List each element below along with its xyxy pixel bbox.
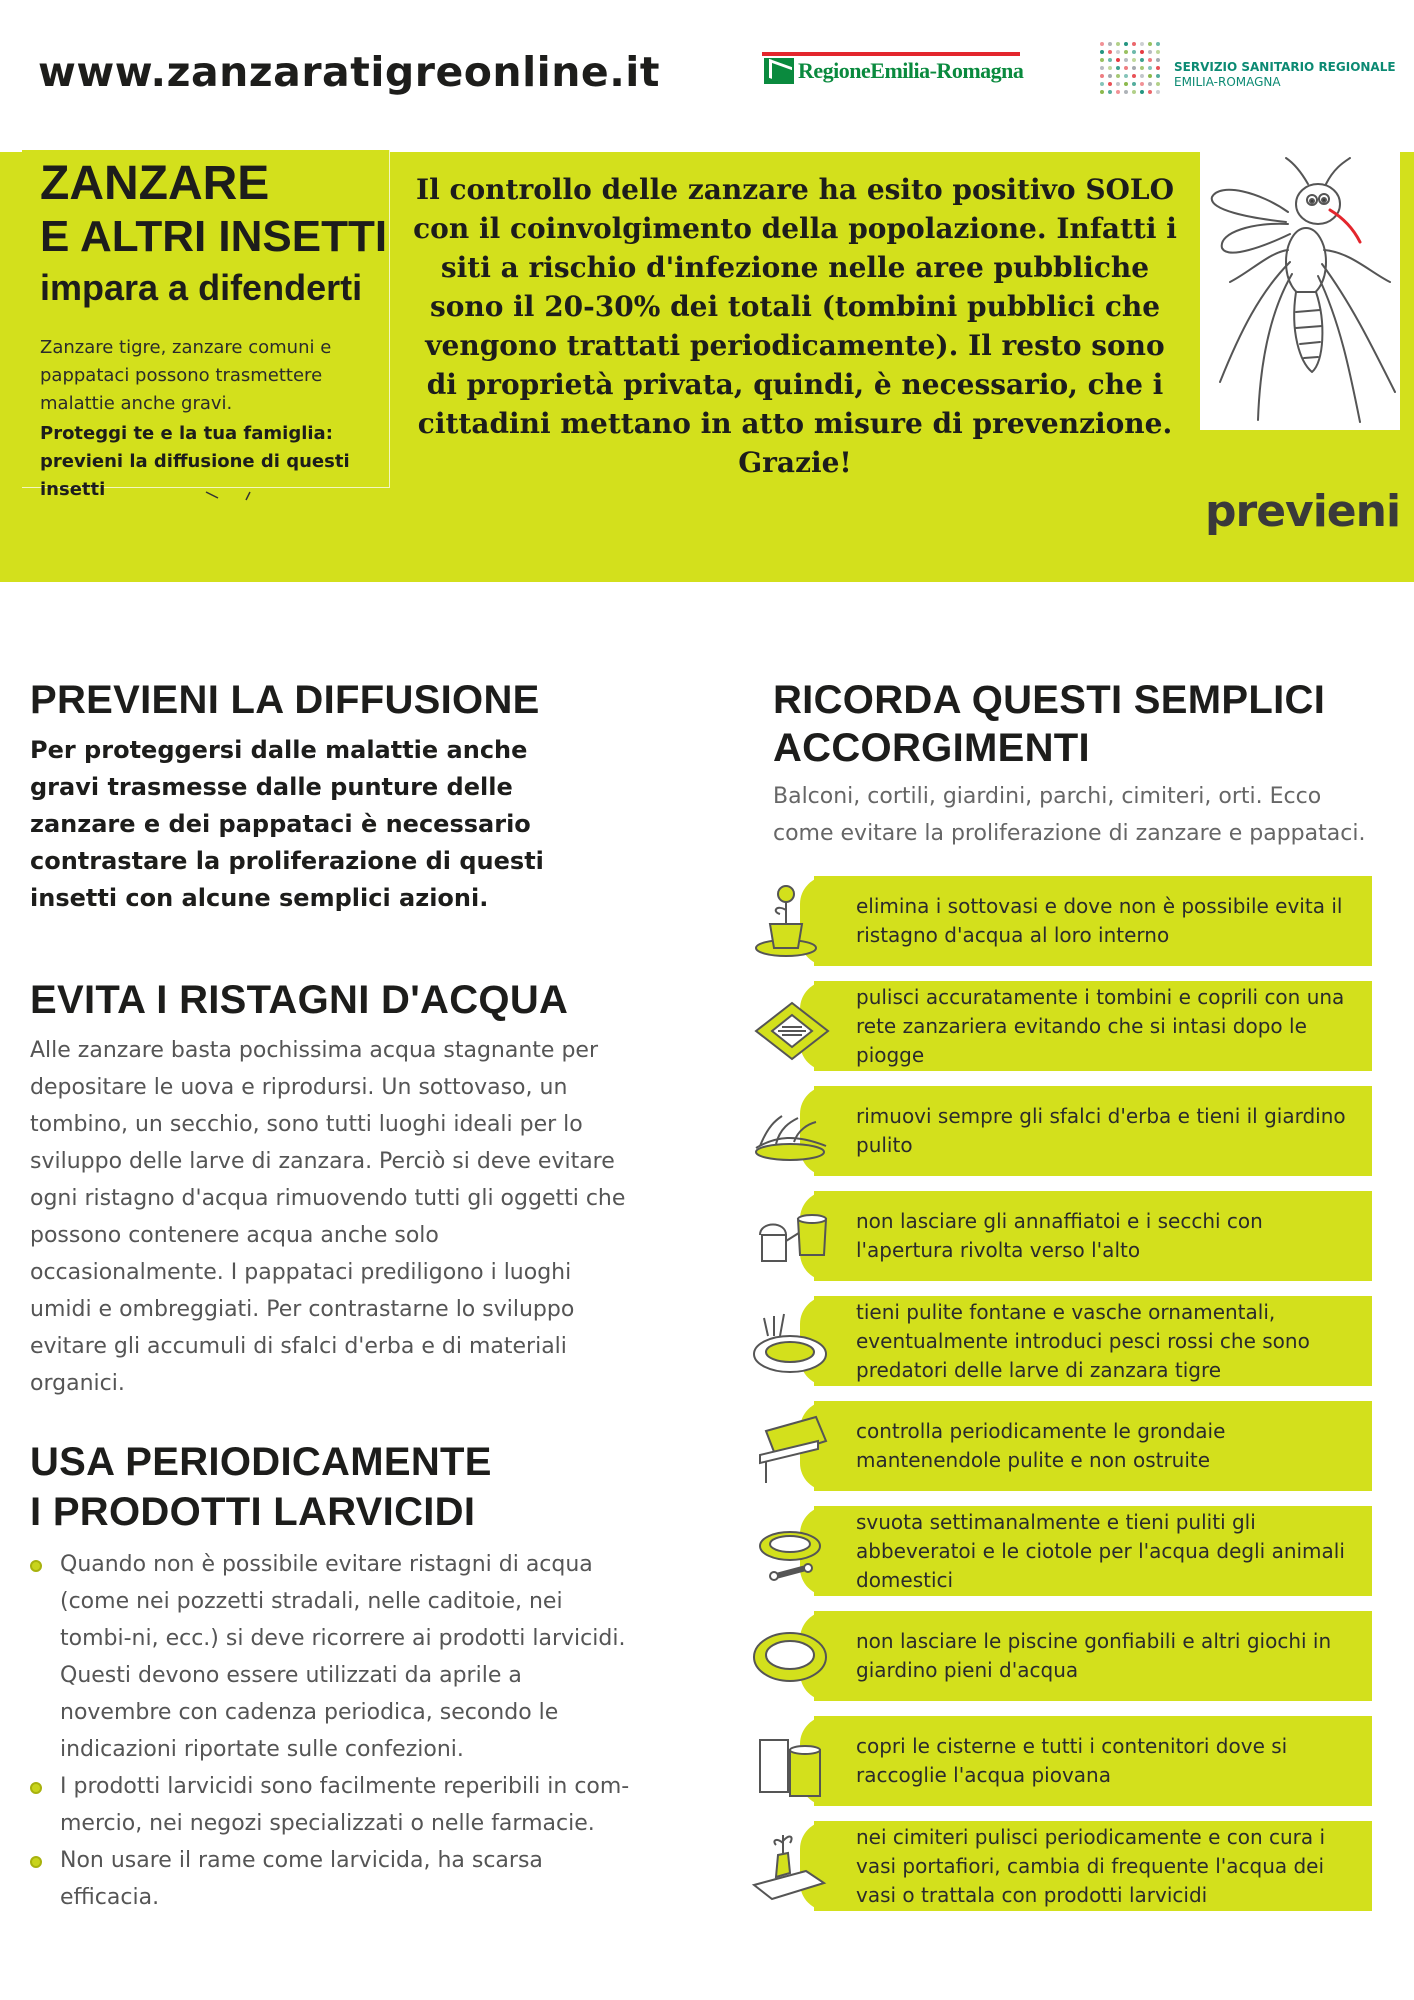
list-item: Non usare il rame come larvicida, ha scarsa efficacia. bbox=[30, 1842, 630, 1916]
ssr-line1: SERVIZIO SANITARIO REGIONALE bbox=[1174, 60, 1396, 74]
servizio-sanitario-logo bbox=[1100, 42, 1400, 102]
larvicide-bullet-list bbox=[30, 1546, 630, 1916]
banner-message: Il controllo delle zanzare ha esito positivo SOLO con il coinvolgimento della popolazione. Infatti i siti a rischio d'infezione nelle aree pubbliche sono il 20-30% dei totali (tombini pubblici che vengono trattati periodicamente). Il resto sono di proprietà privata, quindi, è necessario, che i cittadini mettano in atto misure di prevenzione. Grazie! bbox=[413, 173, 1177, 479]
tip-item: rimuovi sempre gli sfalci d'erba e tieni il giardino pulito bbox=[746, 1086, 1372, 1176]
section-intro-ricorda: Balconi, cortili, giardini, parchi, cimiteri, orti. Ecco come evitare la proliferazione di zanzare e pappataci. bbox=[773, 784, 1366, 846]
gutter-icon bbox=[746, 1401, 836, 1491]
fountain-icon bbox=[746, 1296, 836, 1386]
tip-item: nei cimiteri pulisci periodicamente e con cura i vasi portafiori, cambia di frequente l'acqua dei vasi o trattala con prodotti larvicidi bbox=[746, 1821, 1372, 1911]
grass-clippings-icon bbox=[746, 1086, 836, 1176]
tip-item: pulisci accuratamente i tombini e coprili con una rete zanzariera evitando che si intasi dopo le piogge bbox=[746, 981, 1372, 1071]
site-url[interactable]: www.zanzaratigreonline.it bbox=[38, 48, 660, 96]
tip-item: non lasciare gli annaffiatoi e i secchi con l'apertura rivolta verso l'alto bbox=[746, 1191, 1372, 1281]
drain-cover-icon bbox=[746, 981, 836, 1071]
section-lead-previeni: Per proteggersi dalle malattie anche gravi trasmesse dalle punture delle zanzare e dei pappataci è necessario contrastare la proliferazione di questi insetti con alcune semplici azioni. bbox=[30, 736, 544, 912]
section-title-ricorda-1: RICORDA QUESTI SEMPLICI bbox=[773, 678, 1326, 722]
region-logo-icon bbox=[764, 58, 794, 84]
water-tank-icon bbox=[746, 1716, 836, 1806]
banner-title-card bbox=[22, 150, 390, 500]
previeni-label: previeni bbox=[1205, 486, 1401, 537]
mosquito-illustration bbox=[1200, 152, 1400, 430]
section-title-larvicidi-2: I PRODOTTI LARVICIDI bbox=[30, 1490, 476, 1534]
regione-emilia-romagna-logo: RegioneEmilia-Romagna bbox=[762, 52, 1020, 92]
banner-description-bold: Proteggi te e la tua famiglia: previeni la diffusione di questi insetti bbox=[40, 423, 350, 500]
section-body-ristagni: Alle zanzare basta pochissima acqua stagnante per depositare le uova e riprodursi. Un sottovaso, un tombino, un secchio, sono tutti luoghi ideali per lo sviluppo delle larve di zanzara. Perciò si deve evitare ogni ristagno d'acqua rimuovendo tutti gli oggetti che possono contenere acqua anche solo occasionalmente. I pappataci prediligono i luoghi umidi e ombreggiati. Per contrastarne lo sviluppo evitare gli accumuli di sfalci d'erba e di materiali organici. bbox=[30, 1038, 626, 1396]
tip-item: non lasciare le piscine gonfiabili e altri giochi in giardino pieni d'acqua bbox=[746, 1611, 1372, 1701]
cemetery-vase-icon bbox=[746, 1821, 836, 1911]
mosquito-icon bbox=[1200, 152, 1400, 430]
tip-item: tieni pulite fontane e vasche ornamentali, eventualmente introduci pesci rossi che sono predatori delle larve di zanzara tigre bbox=[746, 1296, 1372, 1386]
watering-can-icon bbox=[746, 1191, 836, 1281]
banner-description: Zanzare tigre, zanzare comuni e pappataci possono trasmettere malattie anche gravi. bbox=[40, 337, 332, 414]
bullet-icon bbox=[30, 1782, 42, 1794]
tip-item: svuota settimanalmente e tieni puliti gli abbeveratoi e le ciotole per l'acqua degli animali domestici bbox=[746, 1506, 1372, 1596]
pet-bowl-icon bbox=[746, 1506, 836, 1596]
flick-mark-icon bbox=[202, 490, 262, 502]
banner-title-1: ZANZARE bbox=[40, 157, 270, 210]
section-title-ricorda-2: ACCORGIMENTI bbox=[773, 726, 1090, 770]
list-item: I prodotti larvicidi sono facilmente reperibili in com-mercio, nei negozi specializzati o nelle farmacie. bbox=[30, 1768, 630, 1842]
section-title-previeni: PREVIENI LA DIFFUSIONE bbox=[30, 678, 540, 722]
tip-item: elimina i sottovasi e dove non è possibile evita il ristagno d'acqua al loro interno bbox=[746, 876, 1372, 966]
banner-title-2: E ALTRI INSETTI bbox=[40, 212, 388, 261]
section-title-ristagni: EVITA I RISTAGNI D'ACQUA bbox=[30, 978, 569, 1022]
list-item: Quando non è possibile evitare ristagni di acqua (come nei pozzetti stradali, nelle caditoie, nei tombi-ni, ecc.) si deve ricorrere ai prodotti larvicidi. Questi devono essere utilizzati da aprile a novembre con cadenza periodica, secondo le indicazioni riportate sulle confezioni. bbox=[30, 1546, 630, 1768]
ssr-line2: EMILIA-ROMAGNA bbox=[1174, 75, 1281, 89]
bullet-icon bbox=[30, 1560, 42, 1572]
flower-pot-icon bbox=[746, 876, 836, 966]
bullet-icon bbox=[30, 1856, 42, 1868]
paddling-pool-icon bbox=[746, 1611, 836, 1701]
tip-item: controlla periodicamente le grondaie mantenendole pulite e non ostruite bbox=[746, 1401, 1372, 1491]
banner-title-3: impara a difenderti bbox=[40, 267, 363, 308]
dot-grid-icon bbox=[1100, 42, 1164, 102]
tip-item: copri le cisterne e tutti i contenitori dove si raccoglie l'acqua piovana bbox=[746, 1716, 1372, 1806]
section-title-larvicidi-1: USA PERIODICAMENTE bbox=[30, 1440, 492, 1484]
